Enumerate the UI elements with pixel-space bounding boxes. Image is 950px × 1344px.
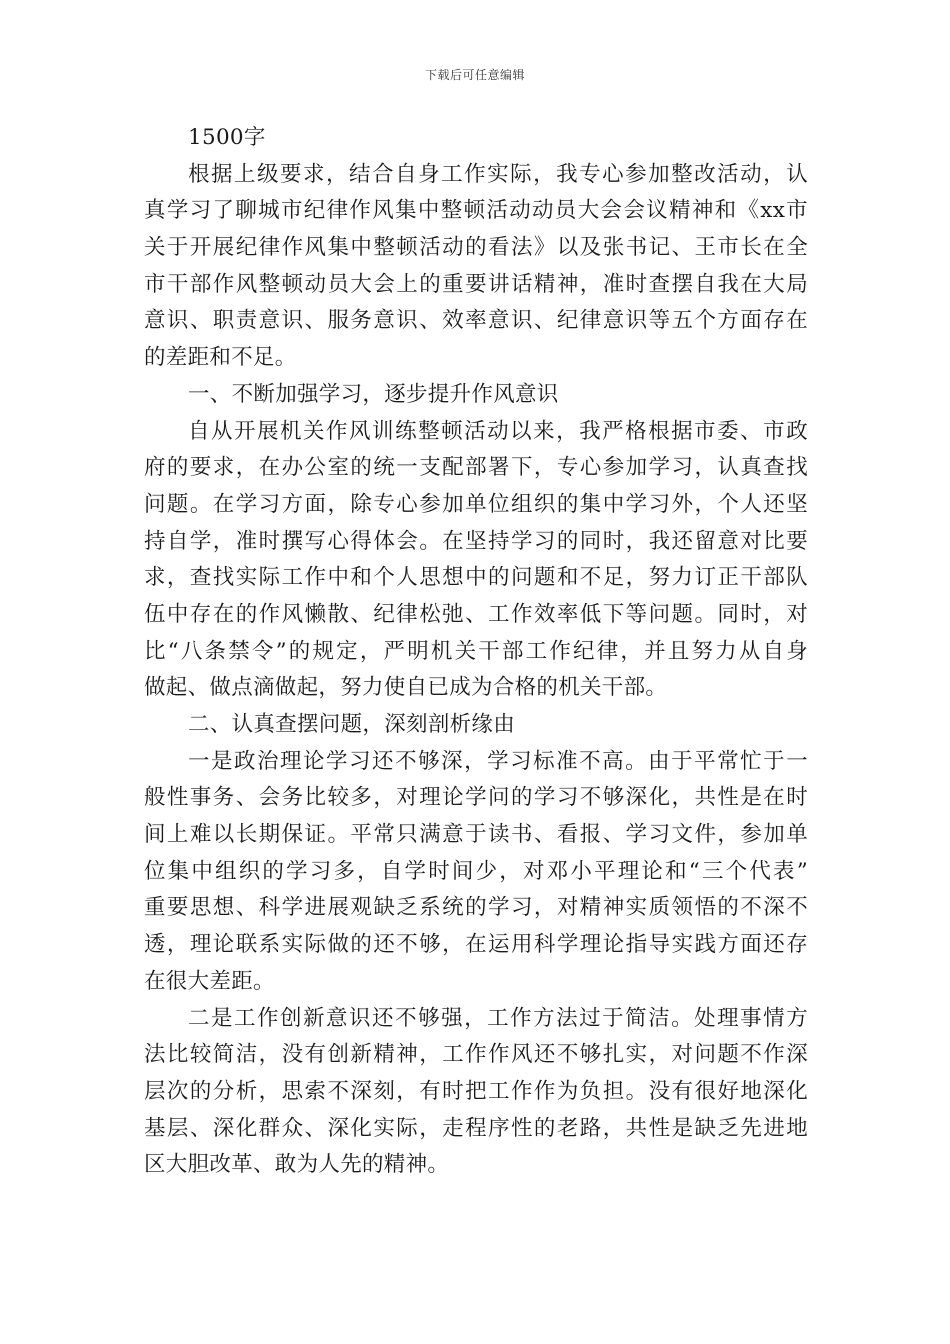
- document-line: 层次的分析，思索不深刻，有时把工作作为负担。没有很好地深化: [144, 1078, 808, 1104]
- document-line: 般性事务、会务比较多，对理论学问的学习不够深化，共性是在时: [144, 785, 808, 811]
- document-line: 根据上级要求，结合自身工作实际，我专心参加整改活动，认: [188, 161, 808, 187]
- document-line: 基层、深化群众、深化实际，走程序性的老路，共性是缺乏先进地: [144, 1115, 808, 1141]
- document-line: 真学习了聊城市纪律作风集中整顿活动动员大会会议精神和《xx市: [144, 198, 808, 224]
- document-line: 在很大差距。: [144, 968, 275, 994]
- document-line: 自从开展机关作风训练整顿活动以来，我严格根据市委、市政: [188, 418, 808, 444]
- document-line: 持自学，准时撰写心得体会。在坚持学习的同时，我还留意对比要: [144, 528, 808, 554]
- page-header: 下载后可任意编辑: [424, 68, 525, 82]
- document-line: 府的要求，在办公室的统一支配部署下，专心参加学习，认真查找: [144, 455, 808, 481]
- document-line: 间上难以长期保证。平常只满意于读书、看报、学习文件，参加单: [144, 822, 808, 848]
- document-line: 重要思想、科学进展观缺乏系统的学习，对精神实质领悟的不深不: [144, 895, 808, 921]
- document-line: 意识、职责意识、服务意识、效率意识、纪律意识等五个方面存在: [144, 308, 808, 334]
- document-line: 区大胆改革、敢为人先的精神。: [144, 1152, 450, 1178]
- document-line: 一是政治理论学习还不够深，学习标准不高。由于平常忙于一: [188, 748, 808, 774]
- document-line: 做起、做点滴做起，努力使自已成为合格的机关干部。: [144, 675, 668, 701]
- document-line: 比“八条禁令”的规定，严明机关干部工作纪律，并且努力从自身: [144, 638, 808, 664]
- document-line: 二是工作创新意识还不够强，工作方法过于简洁。处理事情方: [188, 1005, 808, 1031]
- document-line: 市干部作风整顿动员大会上的重要讲话精神，准时查摆自我在大局: [144, 271, 808, 297]
- document-line: 的差距和不足。: [144, 345, 297, 371]
- document-line: 问题。在学习方面，除专心参加单位组织的集中学习外，个人还坚: [144, 491, 808, 517]
- document-line: 法比较简洁，没有创新精神，工作作风还不够扎实，对问题不作深: [144, 1042, 808, 1068]
- document-line: 伍中存在的作风懒散、纪律松弛、工作效率低下等问题。同时，对: [144, 601, 808, 627]
- document-line: 位集中组织的学习多，自学时间少，对邓小平理论和“三个代表”: [144, 858, 808, 884]
- document-line: 一、不断加强学习，逐步提升作风意识: [188, 381, 559, 407]
- document-body: [144, 120, 808, 1184]
- document-line: 关于开展纪律作风集中整顿活动的看法》以及张书记、王市长在全: [144, 235, 808, 261]
- document-line: 1500字: [188, 125, 266, 150]
- document-line: 求，查找实际工作中和个人思想中的问题和不足，努力订正干部队: [144, 565, 808, 591]
- document-line: 二、认真查摆问题，深刻剖析缘由: [188, 712, 516, 737]
- document-line: 透，理论联系实际做的还不够，在运用科学理论指导实践方面还存: [144, 932, 808, 958]
